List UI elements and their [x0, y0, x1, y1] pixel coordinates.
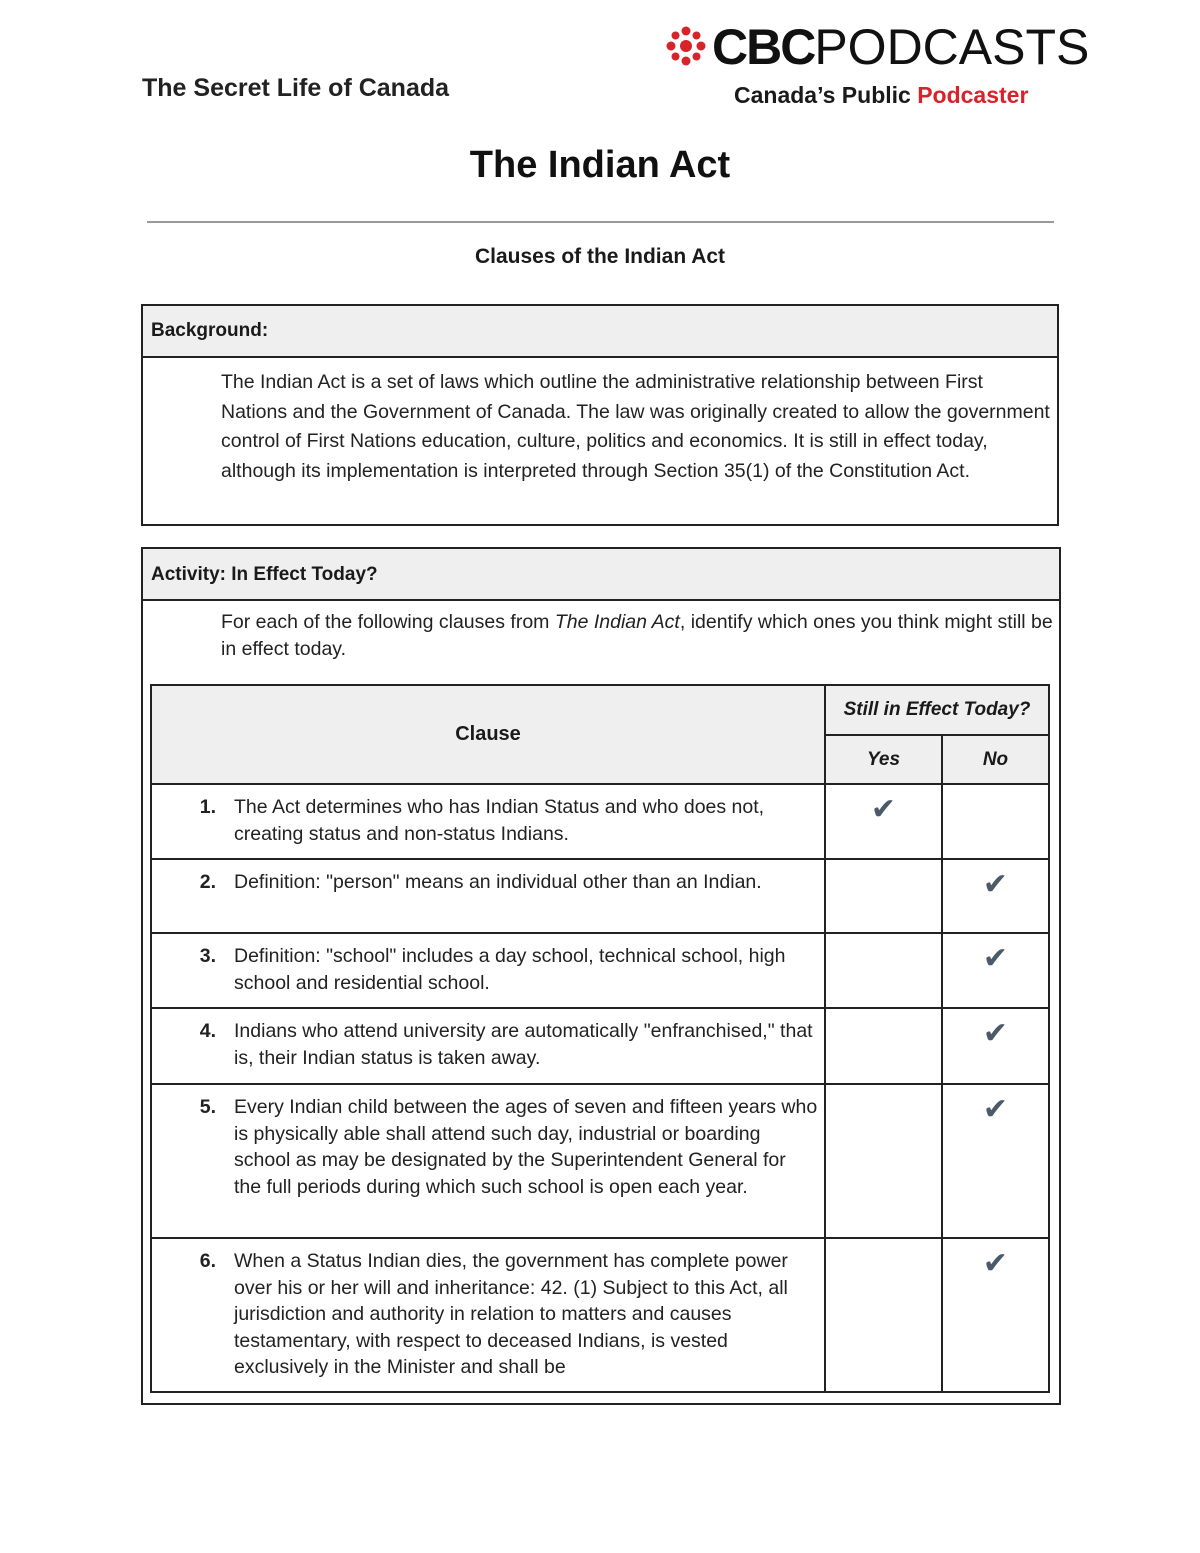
clause-column-header: Clause [151, 685, 825, 784]
no-cell[interactable] [942, 933, 1049, 1008]
table-row [151, 1008, 1049, 1084]
yes-cell[interactable] [825, 933, 942, 1008]
clause-text: Definition: "person" means an individual other than an Indian. [234, 871, 762, 893]
clause-number: 4. [199, 1020, 216, 1042]
yes-cell[interactable] [825, 1084, 942, 1238]
clause-text: When a Status Indian dies, the government has complete power over his or her will and inheritance: 42. (1) Subject to this Act, all jurisdiction and authority in relation to matters and causes testamentary, with respect to deceased Indians, is vested exclusively in the Minister and shall be [234, 1250, 788, 1378]
check-icon: ✔ [982, 942, 1009, 975]
check-icon: ✔ [982, 1017, 1009, 1050]
brand-wordmark [712, 20, 1089, 74]
clause-cell [151, 784, 825, 859]
clause-text: The Act determines who has Indian Status and who does not, creating status and non-status Indians. [234, 796, 765, 845]
activity-heading: Activity: In Effect Today? [143, 549, 1059, 601]
clause-text: Indians who attend university are automatically "enfranchised," that is, their Indian status is taken away. [234, 1020, 813, 1069]
clause-number: 1. [199, 796, 216, 818]
clauses-table [150, 684, 1050, 1393]
clause-cell [151, 1238, 825, 1392]
table-row [151, 1084, 1049, 1238]
no-column-header: No [942, 735, 1049, 784]
background-text: The Indian Act is a set of laws which outline the administrative relationship between First Nations and the Government of Canada. The law was originally created to allow the government control of First Nations education, culture, politics and economics. It is still in effect today, although its implementation is interpreted through Section 35(1) of the Constitution Act. [221, 371, 1050, 482]
yes-cell[interactable] [825, 784, 942, 859]
clause-cell [151, 933, 825, 1008]
yes-column-header: Yes [825, 735, 942, 784]
activity-instructions [221, 609, 1055, 663]
still-in-effect-header: Still in Effect Today? [825, 685, 1049, 735]
page-title: The Indian Act [469, 144, 731, 186]
no-cell[interactable] [942, 1084, 1049, 1238]
background-box [141, 304, 1059, 526]
no-cell[interactable] [942, 784, 1049, 859]
check-icon: ✔ [870, 793, 897, 826]
background-heading: Background: [143, 306, 1057, 358]
cbc-gem-logo-icon [666, 26, 706, 66]
yes-cell[interactable] [825, 859, 942, 933]
clause-cell [151, 859, 825, 933]
check-icon: ✔ [982, 868, 1009, 901]
clause-cell [151, 1008, 825, 1084]
tagline-main: Canada’s Public [734, 82, 918, 108]
no-cell[interactable] [942, 1238, 1049, 1392]
no-cell[interactable] [942, 859, 1049, 933]
table-row [151, 784, 1049, 859]
brand-cbc: CBC [712, 19, 815, 75]
title-divider [147, 221, 1054, 223]
tagline-accent: Podcaster [917, 82, 1029, 108]
brand-podcasts: PODCASTS [814, 19, 1090, 75]
instructions-after: , identify which ones you think might still be in effect today. [221, 611, 1053, 660]
clause-cell [151, 1084, 825, 1238]
yes-cell[interactable] [825, 1238, 942, 1392]
clause-number: 6. [199, 1250, 216, 1272]
clause-number: 2. [199, 871, 216, 893]
clause-number: 3. [199, 945, 216, 967]
check-icon: ✔ [982, 1093, 1009, 1126]
instructions-before: For each of the following clauses from [221, 611, 555, 633]
instructions-italic-title: The Indian Act [554, 611, 680, 633]
cbc-podcasts-brand [666, 20, 1106, 110]
clause-text: Every Indian child between the ages of seven and fifteen years who is physically able shall attend such day, industrial or boarding school as may be designated by the Superintendent General for the full periods during which such school is open each year. [234, 1096, 818, 1198]
table-row [151, 1238, 1049, 1392]
table-row [151, 859, 1049, 933]
check-icon: ✔ [982, 1247, 1009, 1280]
section-subtitle: Clauses of the Indian Act [474, 245, 726, 268]
clause-text: Definition: "school" includes a day school, technical school, high school and residential school. [234, 945, 786, 994]
no-cell[interactable] [942, 1008, 1049, 1084]
table-row [151, 933, 1049, 1008]
yes-cell[interactable] [825, 1008, 942, 1084]
podcast-name: The Secret Life of Canada [142, 74, 450, 102]
clause-number: 5. [199, 1096, 216, 1118]
tagline [734, 82, 1028, 109]
